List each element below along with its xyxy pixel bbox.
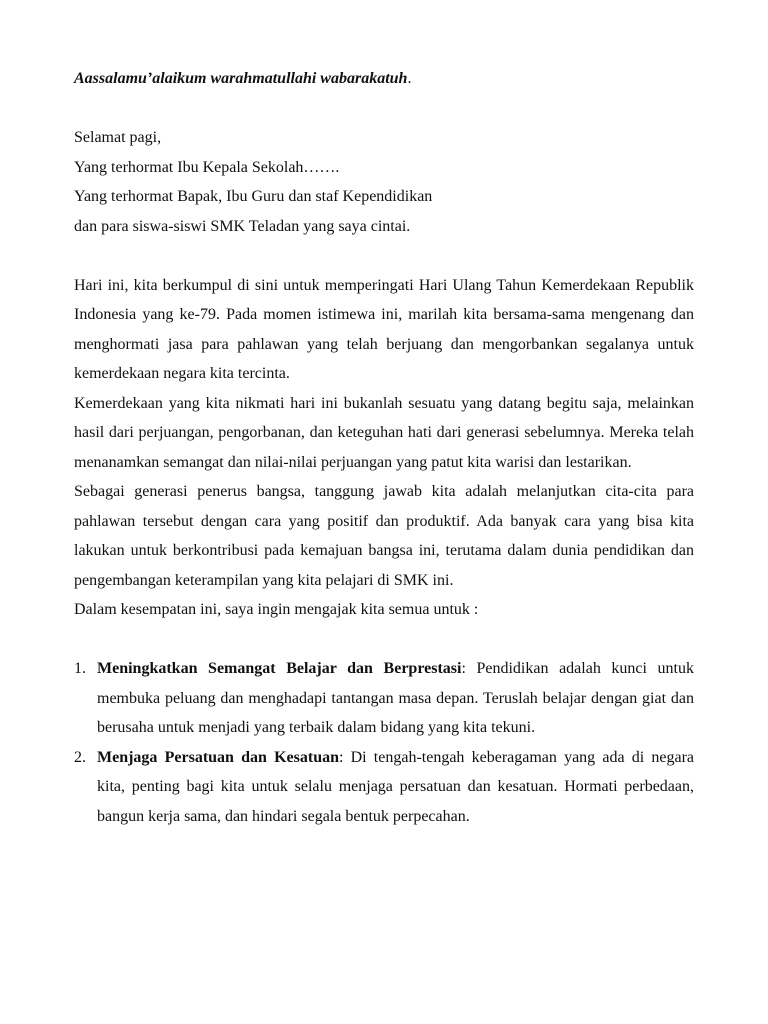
salam-period: . <box>407 70 412 87</box>
body-paragraph: Sebagai generasi penerus bangsa, tanggung jawab kita adalah melanjutkan cita-cita para pahlawan tersebut dengan cara yang positif dan produktif. Ada banyak cara yang bisa kita lakukan untuk berkontribusi pada kemajuan bangsa ini, terutama dalam dunia pendidikan dan pengembangan keterampilan yang kita pelajari di SMK ini. <box>74 483 694 589</box>
list-number: 1. <box>74 660 86 677</box>
greeting-salam <box>74 64 694 94</box>
opening-line: Yang terhormat Ibu Kepala Sekolah……. <box>74 158 340 176</box>
opening-line: Selamat pagi, <box>74 129 162 146</box>
spacer <box>74 94 694 124</box>
document-page <box>74 64 694 831</box>
opening-line: dan para siswa-siswi SMK Teladan yang saya cintai. <box>74 217 411 235</box>
numbered-list <box>74 654 694 831</box>
opening-block <box>74 123 694 241</box>
body-paragraph: Hari ini, kita berkumpul di sini untuk memperingati Hari Ulang Tahun Kemerdekaan Republik Indonesia yang ke-79. Pada momen istimewa ini, marilah kita bersama-sama mengenang dan menghormati jasa para pahlawan yang telah berjuang dan mengorbankan segalanya untuk kemerdekaan negara kita tercinta. <box>74 276 694 382</box>
list-item-text: : Di tengah-tengah keberagaman yang ada di negara kita, penting bagi kita untuk selalu menjaga persatuan dan kesatuan. Hormati perbedaan, bangun kerja sama, dan hindari segala bentuk perpecahan. <box>97 748 695 825</box>
body-paragraph: Dalam kesempatan ini, saya ingin mengajak kita semua untuk : <box>74 601 479 618</box>
speech-body <box>74 271 694 625</box>
spacer <box>74 625 694 655</box>
list-number: 2. <box>74 748 86 766</box>
list-item-title: Meningkatkan Semangat Belajar dan Berprestasi <box>97 660 462 677</box>
list-item <box>74 654 694 743</box>
list-item-title: Menjaga Persatuan dan Kesatuan <box>97 748 339 766</box>
list-item <box>74 743 694 832</box>
body-paragraph: Kemerdekaan yang kita nikmati hari ini bukanlah sesuatu yang datang begitu saja, melainkan hasil dari perjuangan, pengorbanan, dan keteguhan hati dari generasi sebelumnya. Mereka telah menanamkan semangat dan nilai-nilai perjuangan yang patut kita warisi dan lestarikan. <box>74 394 694 471</box>
salam-text: Aassalamu’alaikum warahmatullahi wabarakatuh <box>74 70 408 87</box>
list-item-text: : Pendidikan adalah kunci untuk membuka peluang dan menghadapi tantangan masa depan. Teruslah belajar dengan giat dan berusaha untuk menjadi yang terbaik dalam bidang yang kita tekuni. <box>97 660 694 736</box>
opening-line: Yang terhormat Bapak, Ibu Guru dan staf Kependidikan <box>74 188 433 205</box>
spacer <box>74 241 694 271</box>
